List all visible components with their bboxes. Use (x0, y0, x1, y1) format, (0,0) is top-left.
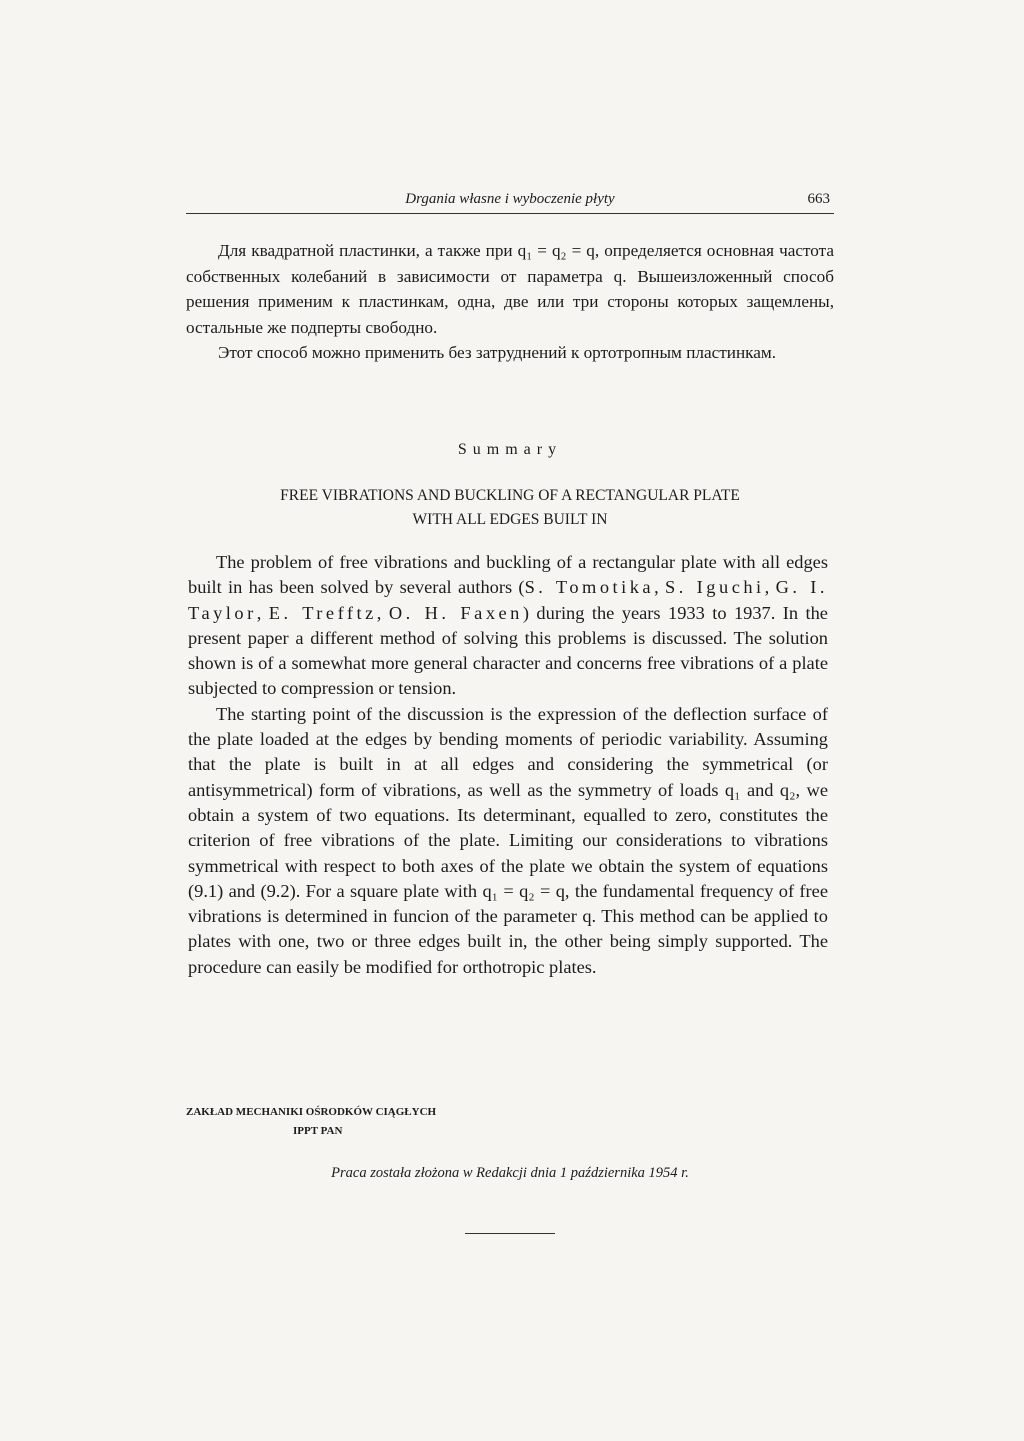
author-name: S. Tomotika (524, 577, 655, 598)
russian-conclusion (186, 238, 834, 366)
running-title: Drgania własne i wyboczenie płyty (405, 191, 615, 207)
affiliation-line-1: ZAKŁAD MECHANIKI OŚRODKÓW CIĄGŁYCH (186, 1106, 437, 1118)
summary-heading: Summary (457, 441, 563, 458)
russian-paragraph-2: Этот способ можно применить без затруднений к ортотропным пластинкам. (218, 343, 777, 362)
author-name: G. I. Taylor (188, 577, 829, 623)
summary-paragraph-2: The starting point of the discussion is the expression of the deflection surface of the plate loaded at the edges by bending moments of periodic variability. Assuming that the plate is built in at all edges and considering the symmetrical (or antisymmetrical) form of vibrations, as well as the symmetry of loads q₁ and q₂, we obtain a system of two equations. Its determinant, equalled to zero, constitutes the criterion of free vibrations of the plate. Limiting our considerations to vibrations symmetrical with respect to both axes of the plate we obtain the system of equations (9.1) and (9.2). For a square plate with q₁ = q₂ = q, the fundamental frequency of free vibrations is determined in funcion of the parameter q. This method can be applied to plates with one, two or three edges built in, the other being simply supported. The procedure can easily be modified for orthotropic plates. (188, 703, 828, 977)
summary-title-line-1: FREE VIBRATIONS AND BUCKLING OF A RECTANGULAR PLATE (280, 487, 740, 504)
affiliation (186, 1103, 506, 1141)
author-name: E. Trefftz (268, 602, 377, 623)
page-number: 663 (807, 191, 830, 207)
summary-title (186, 484, 834, 532)
summary-title-line-2: WITH ALL EDGES BUILT IN (412, 511, 608, 528)
summary-paragraph-1: The problem of free vibrations and buckling of a rectangular plate with all edges built in has been solved by several authors (S. Tomotika, S. Iguchi, G. I. Taylor, E. Trefftz, O. H. Faxen) during the years 1933 to 1937. In the present paper a different method of solving this problems is discussed. The solution shown is of a somewhat more general character and concerns free vibrations of a plate subjected to compression or tension. (188, 552, 829, 699)
summary-p1-start: The problem of free vibrations and buckling of a rectangular plate with all edges built in has been solved by several authors ( (188, 552, 828, 598)
author-name: O. H. Faxen (388, 602, 523, 623)
russian-paragraph-1: Для квадратной пластинки, а также при q₁ = q₂ = q, определяется основная частота собственных колебаний в зависимости от параметра q. Вышеизложенный способ решения применим к пластинкам, одна, две или три стороны которых защемлены, остальные же подперты свободно. (186, 241, 834, 337)
end-rule (465, 1233, 555, 1234)
author-name: S. Iguchi (665, 577, 765, 598)
summary-p1-end: ) during the years 1933 to 1937. In the present paper a different method of solving this problems is discussed. The solution shown is of a somewhat more general character and concerns free vibrations of a plate subjected to compression or tension. (188, 602, 828, 699)
summary-body (188, 550, 828, 980)
affiliation-line-2: IPPT PAN (293, 1125, 343, 1137)
received-date: Praca została złożona w Redakcji dnia 1 października 1954 r. (331, 1165, 689, 1181)
running-header (186, 189, 834, 214)
